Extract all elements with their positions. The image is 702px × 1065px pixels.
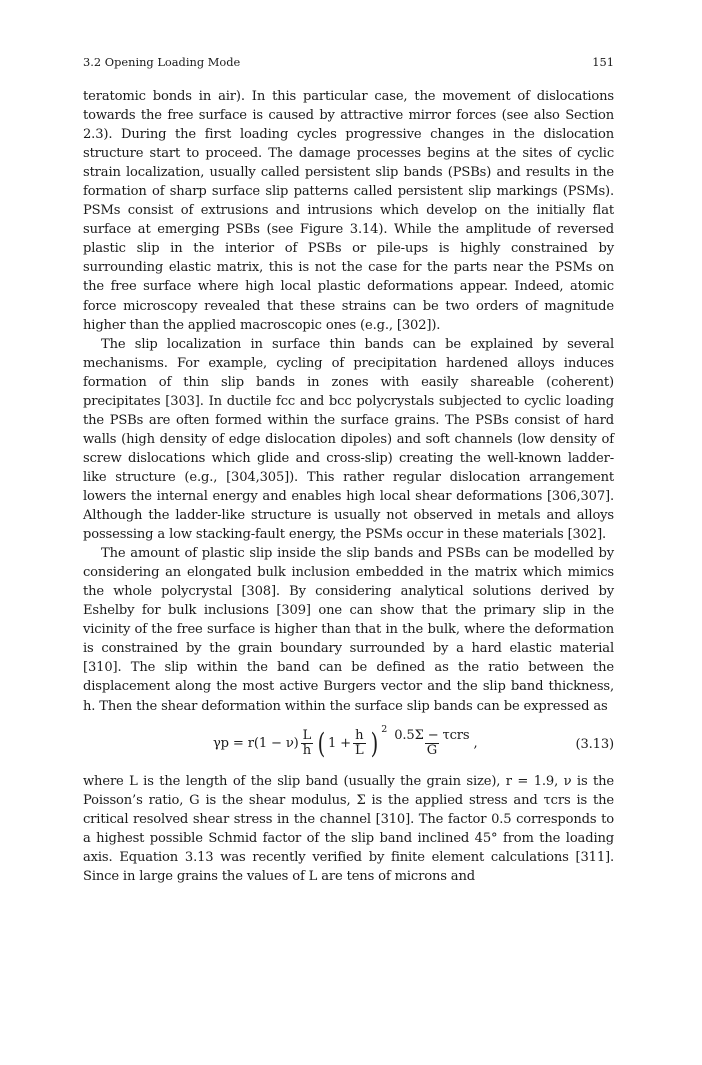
equation-body (213, 716, 478, 772)
fraction-numerator: 0.5Σ − τcrs (394, 728, 470, 744)
equation-lhs: γp = r(1 − ν) (213, 736, 299, 752)
equation-number: (3.13) (575, 736, 614, 752)
equation-trailing-comma: , (473, 736, 478, 752)
page-number: 151 (592, 55, 614, 69)
body-text (83, 87, 614, 886)
left-parenthesis: ( (317, 726, 326, 760)
right-parenthesis: ) (370, 726, 378, 760)
paragraph-4: where L is the length of the slip band (usually the grain size), r = 1.9, ν is the Poisson’s ratio, G is the shear modulus, Σ is the applied stress and τcrs is the critical resolved shear stress in the channel [310]. The factor 0.5 corresponds to a highest possible Schmid factor of the slip band inclined 45° from the loading axis. Equation 3.13 was recently verified by finite element calculations [311]. Since in large grains the values of L are tens of microns and (83, 773, 614, 884)
fraction-denominator: G (426, 743, 437, 759)
fraction-l-over-h (301, 729, 314, 758)
section-title: 3.2 Opening Loading Mode (83, 55, 241, 69)
fraction-numerator: L (302, 728, 312, 744)
paragraph-2: The slip localization in surface thin bands can be explained by several mechanisms. For example, cycling of precipitation hardened alloys induces formation of thin slip bands in zones with easily shareable (coherent) precipitates [303]. In ductile fcc and bcc polycrystals subjected to cyclic loading the PSBs are often formed within the surface grains. The PSBs consist of hard walls (high density of edge dislocation dipoles) and soft channels (low density of screw dislocations which glide and cross-slip) creating the well-known ladder-like structure (e.g., [304,305]). This rather regular dislocation arrangement lowers the internal energy and enables high local shear deformations [306,307]. Although the ladder-like structure is usually not observed in metals and alloys possessing a low stacking-fault energy, the PSMs occur in these materials [302]. (83, 336, 614, 543)
equation-3-13 (83, 716, 614, 772)
paragraph-1: teratomic bonds in air). In this particular case, the movement of dislocations towards the free surface is caused by attractive mirror forces (see also Section 2.3). During the first loading cycles progressive changes in the dislocation structure start to proceed. The damage processes begins at the sites of cyclic strain localization, usually called persistent slip bands (PSBs) and results in the formation of sharp surface slip patterns called persistent slip markings (PSMs). PSMs consist of extrusions and intrusions which develop on the initially flat surface at emerging PSBs (see Figure 3.14). While the amplitude of reversed plastic slip in the interior of PSBs or pile-ups is highly constrained by surrounding elastic matrix, this is not the case for the parts near the PSMs on the free surface where high local plastic deformations appear. Indeed, atomic force microscopy revealed that these strains can be two orders of magnitude higher than the applied macroscopic ones (e.g., [302]). (83, 89, 614, 333)
fraction-stress-over-g (392, 729, 471, 758)
fraction-denominator: L (354, 743, 364, 759)
fraction-h-over-l (353, 729, 366, 758)
paragraph-3: The amount of plastic slip inside the slip bands and PSBs can be modelled by considering an elongated bulk inclusion embedded in the matrix which mimics the whole polycrystal [308]. By considering analytical solutions derived by Eshelby for bulk inclusions [309] one can show that the primary slip in the vicinity of the free surface is higher than that in the bulk, where the deformation is constrained by the grain boundary surrounded by a hard elastic material [310]. The slip within the band can be defined as the ratio between the displacement along the most active Burgers vector and the slip band thickness, h. Then the shear deformation within the surface slip bands can be expressed as (83, 546, 614, 714)
equation-one-plus: 1 + (327, 736, 351, 752)
page (83, 54, 614, 886)
equation-exponent: 2 (381, 724, 388, 736)
running-header (83, 54, 614, 70)
fraction-numerator: h (355, 728, 364, 744)
fraction-denominator: h (302, 743, 312, 759)
